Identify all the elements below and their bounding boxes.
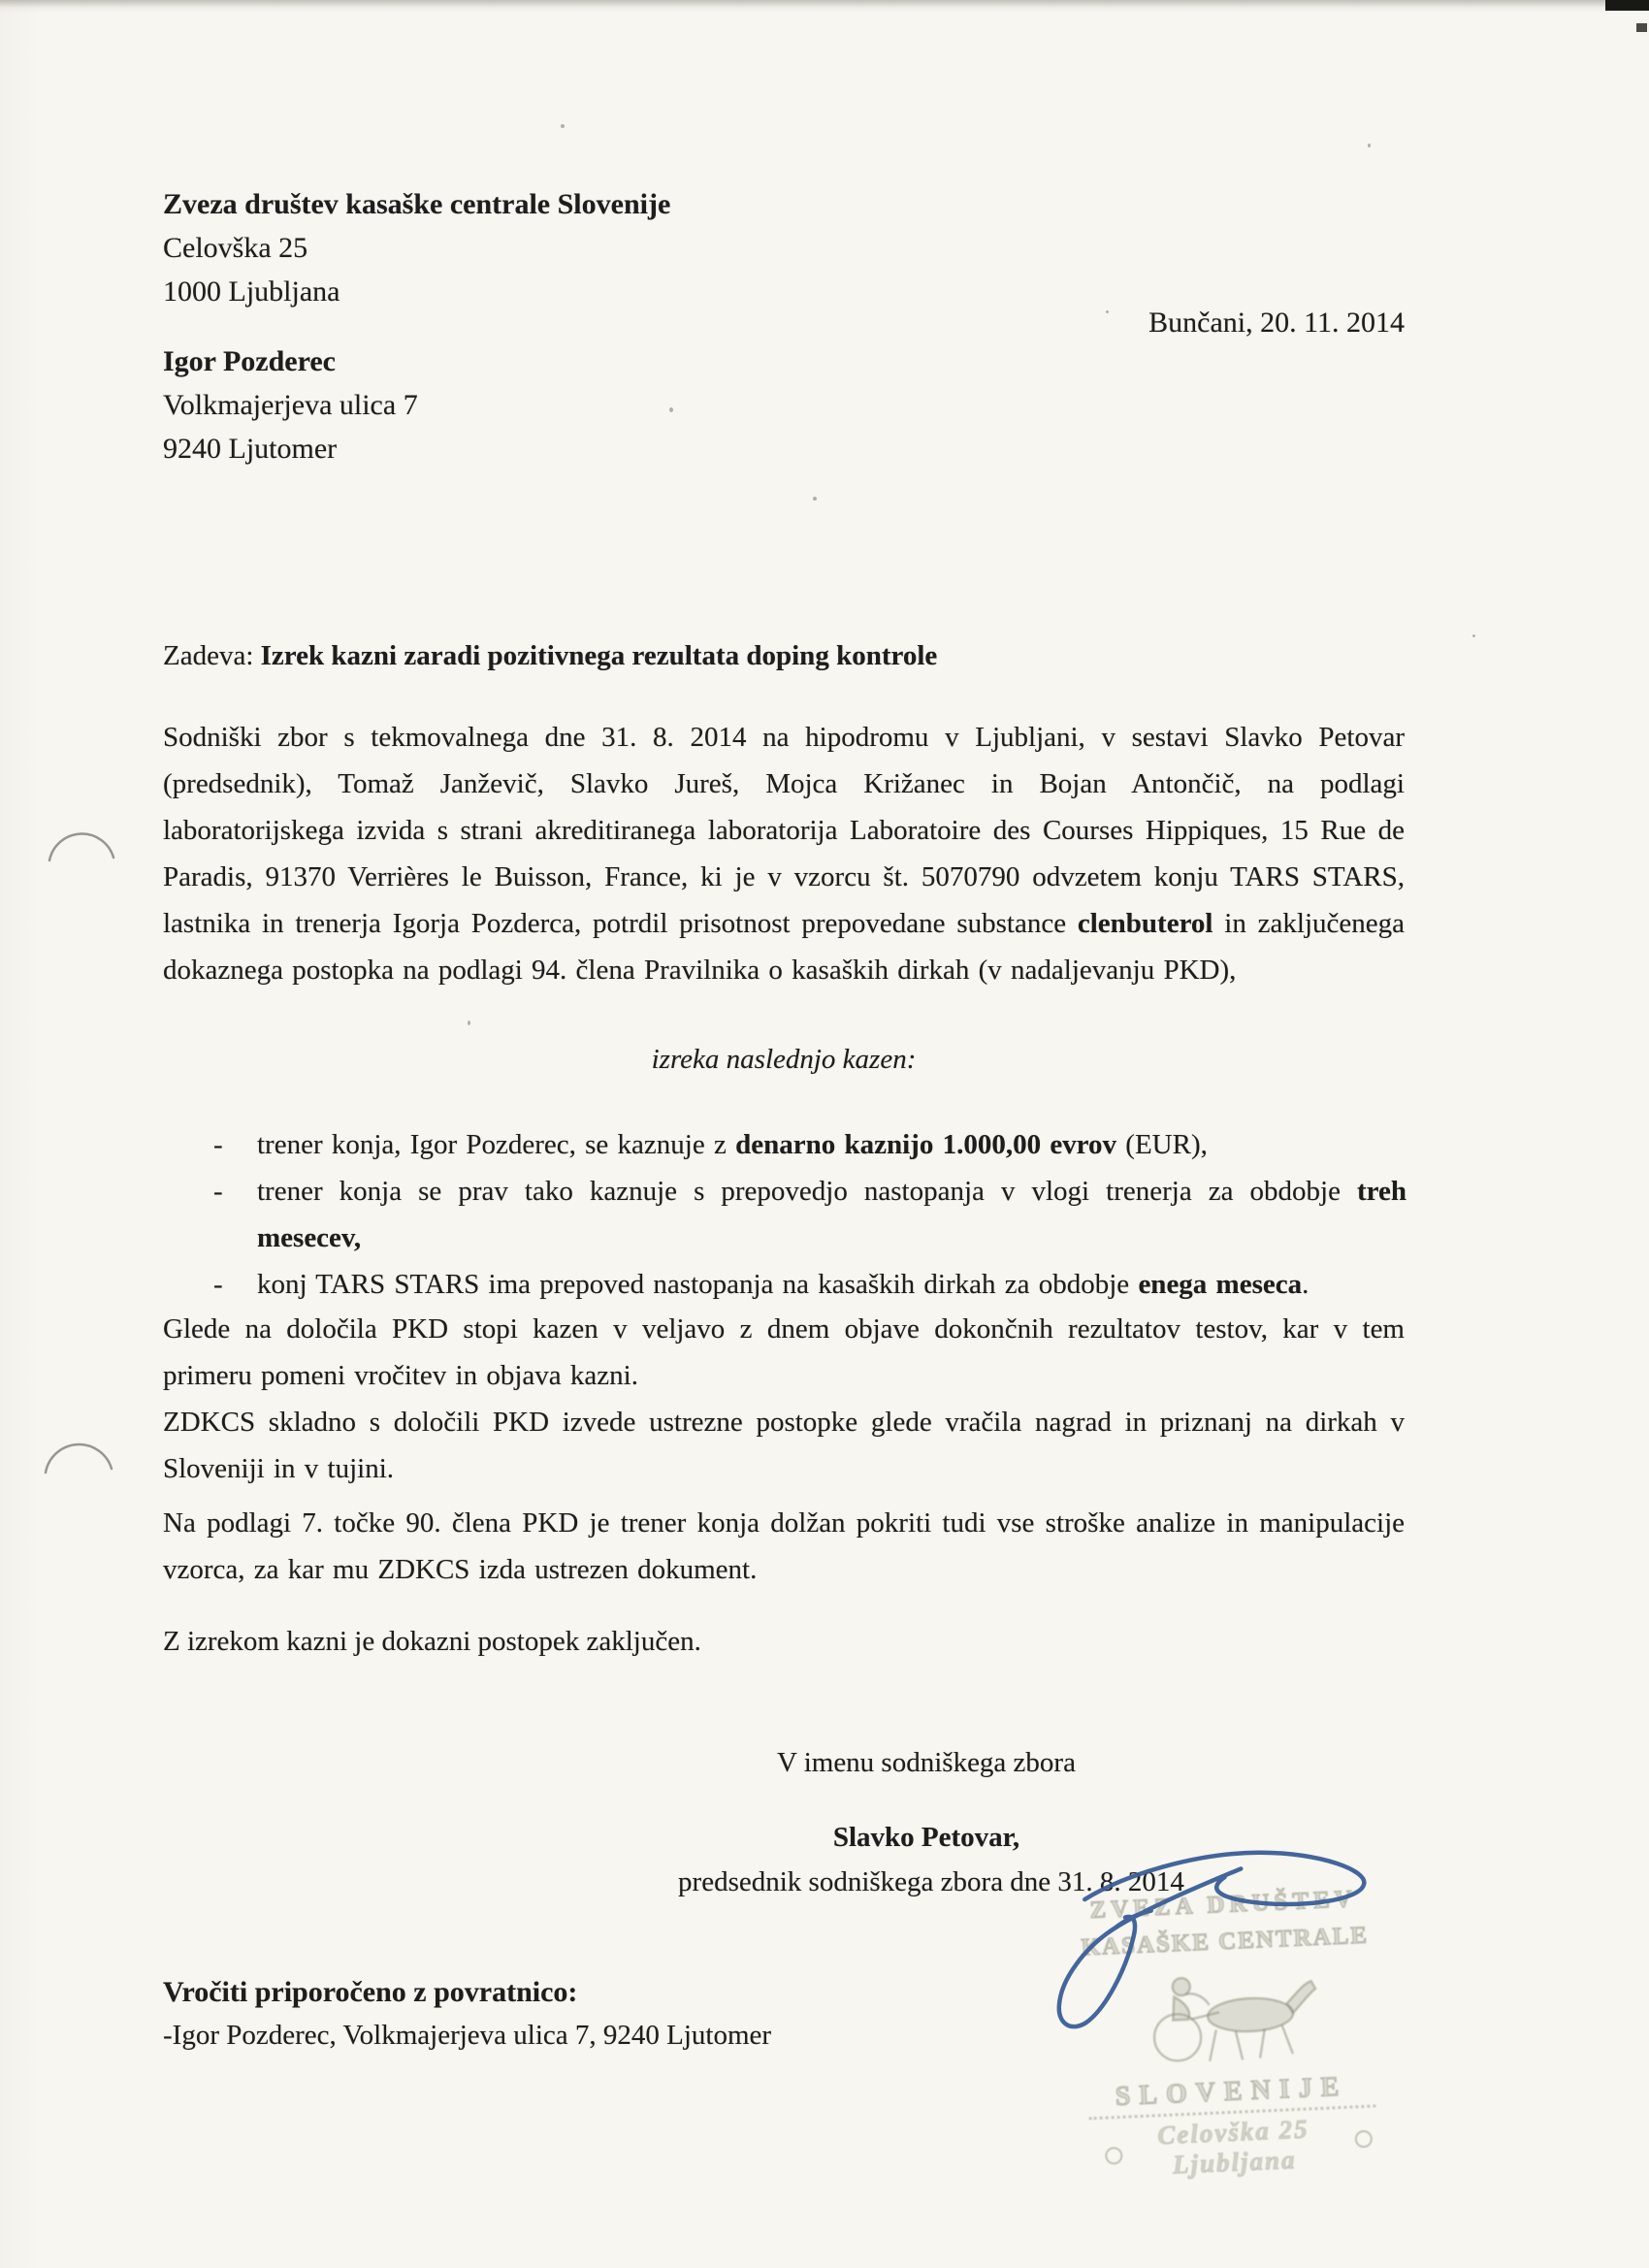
sender-name: Zveza društev kasaške centrale Slovenije (163, 188, 671, 220)
closing-signer-name: Slavko Petovar, (832, 1822, 1020, 1853)
stamp-city: Ljubljana (1172, 2145, 1298, 2180)
body-paragraph-3: Na podlagi 7. točke 90. člena PKD je trener konja dolžan pokriti tudi vse stroške analize in manipulacije vzorca, za kar mu ZDKCS izda ustrezen dokument. (163, 1507, 1405, 1585)
substance-name-bold: clenbuterol (1077, 908, 1213, 939)
list-text: trener konja se prav tako kaznuje s prepovedjo nastopanja v vlogi trenerja za obdobje (257, 1176, 1357, 1207)
body-paragraph-4: Z izrekom kazni je dokazni postopek zaključen. (163, 1626, 701, 1657)
penalty-bold: enega meseca (1138, 1269, 1303, 1300)
scan-speck (468, 1021, 470, 1025)
recipient-address-block (163, 340, 418, 470)
subject-title: Izrek kazni zaradi pozitivnega rezultata doping kontrole (260, 640, 938, 671)
subject-label: Zadeva: (163, 640, 261, 671)
list-dash: - (213, 1129, 223, 1160)
verdict-intro: izreka naslednjo kazen: (651, 1044, 917, 1075)
paragraph-text: in zaključenega dokaznega postopka na podlagi 94. člena Pravilnika o kasaških dirkah (v nadaljevanju PKD), (163, 908, 1405, 986)
body-paragraph-2b: ZDKCS skladno s določili PKD izvede ustrezne postopke glede vračila nagrad in priznanj na dirkah v Sloveniji in v tujini. (163, 1407, 1405, 1484)
list-dash: - (213, 1176, 223, 1207)
stamp-org-line1: ZVEZA DRUŠTEV (1088, 1886, 1358, 1925)
scan-speck (561, 124, 565, 128)
subject-line (163, 632, 1405, 679)
signature-scribble (986, 1825, 1410, 2067)
paragraph-text: Sodniški zbor s tekmovalnega dne 31. 8. 2014 na hipodromu v Ljubljani, v sestavi Slavko Petovar (predsednik), Tomaž Janževič, Slavko Jureš, Mojca Križanec in Bojan Antončič, na podlagi laboratorijskega izvida s strani akreditiranega laboratorija Laboratoire des Courses Hippiques, 15 Rue de Paradis, 91370 Verrières le Buisson, France, ki je v vzorcu št. 5070790 odvzetem konju TARS STARS, lastnika in trenerja Igorja Pozderca, potrdil prisotnost prepovedane substance (163, 722, 1405, 939)
body-paragraph-2a: Glede na določila PKD stopi kazen v veljavo z dnem objave dokončnih rezultatov testov, kar v tem primeru pomeni vročitev in objava kazni. (163, 1313, 1405, 1391)
scan-speck (1472, 634, 1475, 637)
body-paragraph-1 (163, 714, 1405, 993)
list-item (163, 1121, 1406, 1168)
list-text: (EUR), (1116, 1129, 1208, 1160)
scan-speck (669, 407, 673, 412)
list-text: trener konja, Igor Pozderec, se kaznuje z (257, 1129, 736, 1160)
stamp-street: Celovška 25 (1156, 2114, 1310, 2151)
stamp-org-line2: KASAŠKE CENTRALE (1081, 1922, 1370, 1961)
penalty-bold: denarno kaznijo 1.000,00 evrov (735, 1129, 1117, 1160)
list-item (163, 1261, 1406, 1308)
list-item (163, 1168, 1406, 1261)
punch-hole-arc (41, 1426, 116, 1476)
sender-address-block (163, 182, 670, 313)
penalty-bold: treh mesecev, (257, 1176, 1406, 1253)
scan-speck (1368, 144, 1371, 147)
list-dash: - (213, 1269, 223, 1300)
penalty-list (163, 1121, 1406, 1308)
scanner-edge-artifact (0, 0, 1649, 8)
scanner-corner-mark (1636, 23, 1647, 32)
recipient-street: Volkmajerjeva ulica 7 (163, 389, 418, 421)
list-item-text (257, 1168, 1406, 1261)
dateline: Bunčani, 20. 11. 2014 (1148, 307, 1405, 339)
scan-speck (813, 497, 817, 501)
stamp-org-line3: SLOVENIJE (1115, 2071, 1348, 2113)
delivery-line: -Igor Pozderec, Volkmajerjeva ulica 7, 9240 Ljutomer (163, 2020, 772, 2051)
list-text: . (1302, 1269, 1310, 1300)
closing-in-name-of: V imenu sodniškega zbora (777, 1747, 1076, 1778)
list-item-text (257, 1121, 1406, 1168)
scanner-corner-mark (1605, 0, 1649, 11)
punch-hole-arc (45, 818, 118, 864)
delivery-heading: Vročiti priporočeno z povratnico: (163, 1976, 578, 2008)
closing-signer-title: predsednik sodniškega zbora dne 31. 8. 2014 (678, 1866, 1184, 1897)
list-text: konj TARS STARS ima prepoved nastopanja na kasaških dirkah za obdobje (257, 1269, 1139, 1300)
sender-street: Celovška 25 (163, 232, 308, 264)
delivery-block (163, 1971, 771, 2057)
recipient-city: 9240 Ljutomer (163, 433, 338, 465)
list-item-text (257, 1261, 1406, 1308)
sender-city: 1000 Ljubljana (163, 275, 340, 308)
recipient-name: Igor Pozderec (163, 345, 336, 377)
